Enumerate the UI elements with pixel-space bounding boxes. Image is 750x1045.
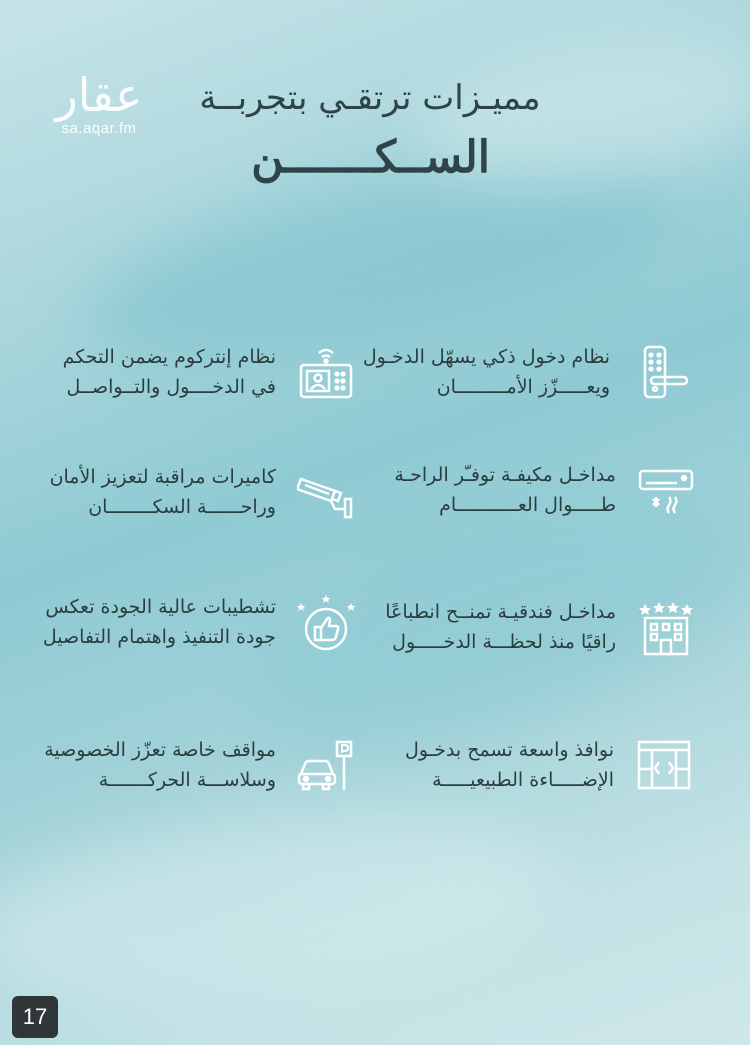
air-conditioner-icon bbox=[634, 458, 698, 522]
feature-ac-entrances bbox=[386, 458, 698, 522]
parking-car-icon bbox=[294, 733, 358, 797]
feature-title: مداخـل مكيفـة توفـّر الراحـة bbox=[394, 464, 616, 486]
feature-smart-entry bbox=[362, 340, 692, 404]
window-icon bbox=[632, 733, 696, 797]
feature-title: مواقف خاصة تعزّز الخصوصية bbox=[44, 739, 276, 761]
feature-subtitle: ويعـــــزّز الأمـــــــــان bbox=[436, 376, 610, 398]
feature-title: نظام إنتركوم يضمن التحكم bbox=[62, 346, 276, 368]
feature-text bbox=[386, 460, 616, 520]
logo-mark: عقار bbox=[55, 68, 143, 122]
security-camera-icon bbox=[294, 460, 358, 524]
feature-wide-windows bbox=[384, 733, 696, 797]
aqar-logo bbox=[40, 68, 158, 137]
hotel-building-icon bbox=[634, 595, 698, 659]
intercom-icon bbox=[294, 340, 358, 404]
feature-subtitle: وراحــــــة السكــــــــان bbox=[88, 496, 276, 518]
feature-title: نوافذ واسعة تسمح بدخـول bbox=[405, 739, 614, 761]
watercolor-wash bbox=[0, 789, 568, 1031]
page-number-badge: 17 bbox=[12, 996, 58, 1038]
feature-text bbox=[386, 597, 616, 657]
feature-text bbox=[362, 342, 610, 402]
feature-subtitle: في الدخــــول والتــواصــل bbox=[66, 376, 276, 398]
feature-subtitle: راقيًا منذ لحظـــة الدخـــــول bbox=[392, 631, 616, 653]
feature-intercom bbox=[46, 340, 358, 404]
page-title-line2: الســكـــــــن bbox=[251, 132, 490, 183]
logo-url: sa.aqar.fm bbox=[61, 120, 137, 137]
feature-text bbox=[42, 592, 276, 652]
feature-title: كاميرات مراقبة لتعزيز الأمان bbox=[49, 466, 276, 488]
feature-text bbox=[46, 342, 276, 402]
feature-subtitle: وسلاســـة الحركـــــــة bbox=[98, 769, 276, 791]
feature-high-quality-finishes bbox=[42, 590, 358, 654]
feature-subtitle: الإضـــــاءة الطبيعيـــــة bbox=[432, 769, 614, 791]
feature-subtitle: جودة التنفيذ واهتمام التفاصيل bbox=[42, 626, 276, 648]
quality-thumbs-up-icon bbox=[294, 590, 358, 654]
feature-title: تشطيبات عالية الجودة تعكس bbox=[45, 596, 276, 618]
feature-cameras bbox=[46, 460, 358, 524]
feature-title: مداخـل فندقيـة تمنــح انطباعًا bbox=[385, 601, 616, 623]
smart-lock-icon bbox=[628, 340, 692, 404]
feature-text bbox=[46, 462, 276, 522]
feature-text bbox=[46, 735, 276, 795]
feature-title: نظام دخول ذكي يسهّل الدخـول bbox=[362, 346, 610, 368]
page-title-line1: مميـزات ترتقـي بتجربــة bbox=[199, 78, 541, 118]
feature-private-parking bbox=[46, 733, 358, 797]
feature-hotel-entrances bbox=[386, 595, 698, 659]
feature-text bbox=[384, 735, 614, 795]
feature-subtitle: طـــــوال العـــــــــــام bbox=[439, 494, 616, 516]
